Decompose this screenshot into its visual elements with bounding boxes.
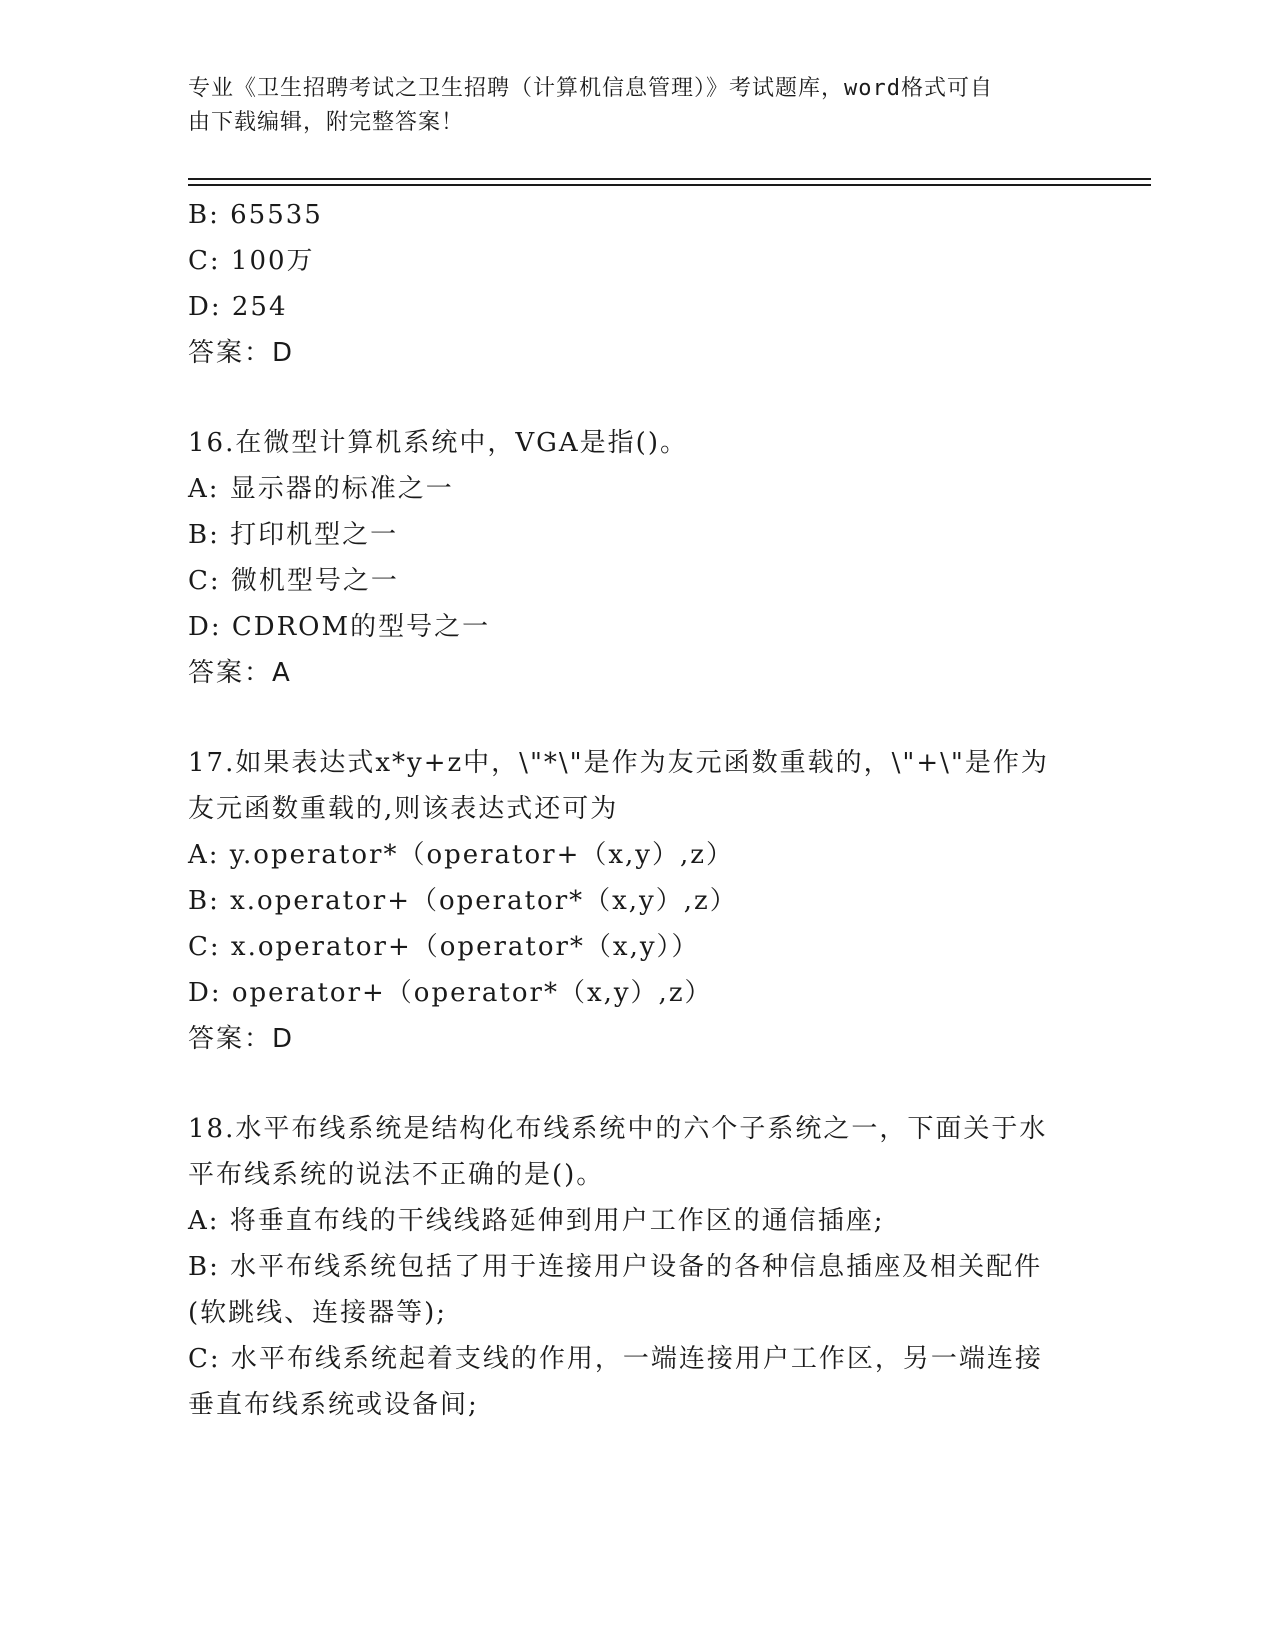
q18-option-a: A: 将垂直布线的干线线路延伸到用户工作区的通信插座;: [188, 1206, 885, 1236]
header-rule-bottom: [188, 184, 1151, 186]
q18-option-b-line-1: B: 水平布线系统包括了用于连接用户设备的各种信息插座及相关配件: [188, 1252, 1043, 1282]
question-16: [188, 420, 1068, 696]
q17-stem-line-1: 17.如果表达式x*y+z中，\"*\"是作为友元函数重载的，\"+\"是作为: [188, 748, 1049, 778]
q17-option-b: B: x.operator+（operator*（x,y）,z）: [188, 886, 738, 916]
q15-option-d: D: 254: [188, 292, 288, 322]
q17-option-d: D: operator+（operator*（x,y）,z）: [188, 978, 713, 1008]
header-line-1: 专业《卫生招聘考试之卫生招聘（计算机信息管理）》考试题库，word格式可自: [188, 76, 993, 101]
q16-stem: 16.在微型计算机系统中，VGA是指()。: [188, 428, 688, 458]
header-rule-top: [188, 178, 1151, 180]
q18-option-c-line-2: 垂直布线系统或设备间;: [188, 1390, 479, 1420]
question-15: [188, 192, 1068, 376]
q16-option-d: D: CDROM的型号之一: [188, 612, 491, 642]
q15-answer: 答案：D: [188, 338, 295, 368]
q18-stem-line-1: 18.水平布线系统是结构化布线系统中的六个子系统之一，下面关于水: [188, 1114, 1048, 1144]
spacer: [188, 1062, 1068, 1106]
q17-stem-line-2: 友元函数重载的,则该表达式还可为: [188, 794, 619, 824]
question-list: [188, 192, 1068, 1428]
q17-option-c: C: x.operator+（operator*（x,y））: [188, 932, 700, 962]
q18-option-c-line-1: C: 水平布线系统起着支线的作用，一端连接用户工作区，另一端连接: [188, 1344, 1043, 1374]
spacer: [188, 696, 1068, 740]
question-18: [188, 1106, 1068, 1428]
q16-option-b: B: 打印机型之一: [188, 520, 399, 550]
q16-option-a: A: 显示器的标准之一: [188, 474, 454, 504]
spacer: [188, 376, 1068, 420]
header-line-2: 由下载编辑，附完整答案！: [188, 110, 465, 135]
q16-option-c: C: 微机型号之一: [188, 566, 399, 596]
q15-option-c: C: 100万: [188, 246, 315, 276]
q17-option-a: A: y.operator*（operator+（x,y）,z）: [188, 840, 734, 870]
q16-answer: 答案：A: [188, 658, 292, 688]
q17-answer: 答案：D: [188, 1024, 295, 1054]
question-17: [188, 740, 1068, 1062]
q18-stem-line-2: 平布线系统的说法不正确的是()。: [188, 1160, 605, 1190]
q15-option-b: B: 65535: [188, 200, 323, 230]
q18-option-b-line-2: (软跳线、连接器等);: [188, 1298, 448, 1328]
document-header: [188, 72, 1068, 140]
